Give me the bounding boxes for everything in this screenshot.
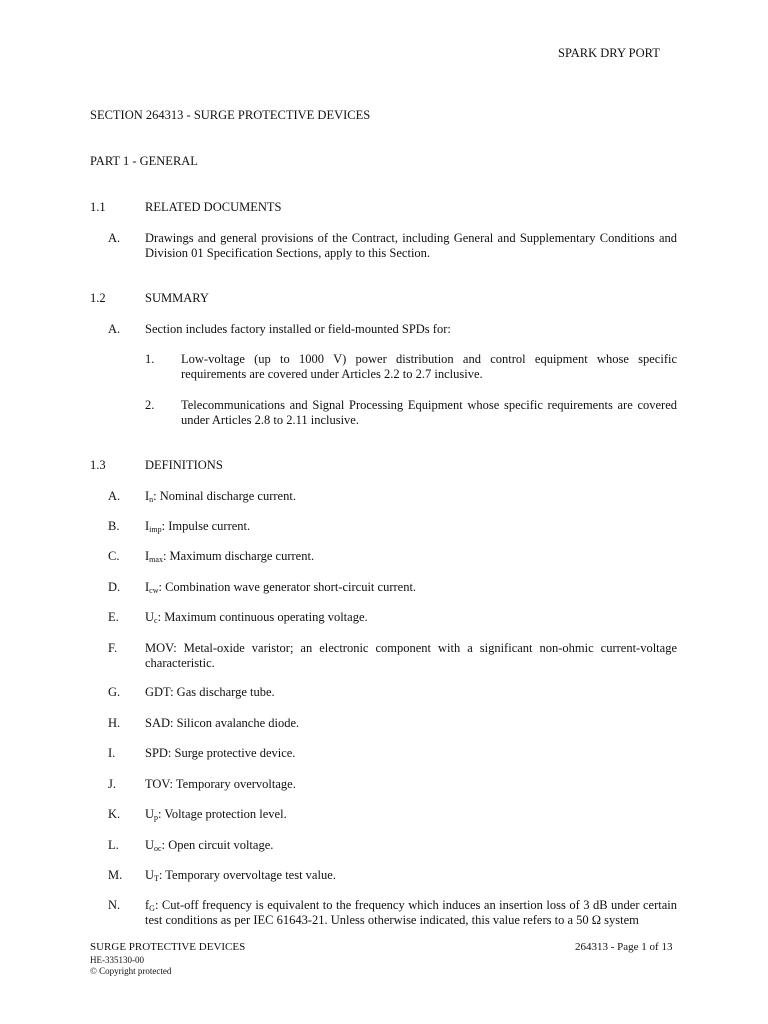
definition-text: $I_{imp}$: Impulse current. — [145, 519, 251, 534]
definition-text: SPD: Surge protective device. — [145, 746, 296, 760]
definition-text: MOV: Metal-oxide varistor; an electronic component with a significant non-ohmic current-voltage characteristic. — [145, 641, 677, 670]
definition-label: J. — [108, 777, 116, 791]
definition-label: I. — [108, 746, 116, 760]
article-title: RELATED DOCUMENTS — [145, 200, 282, 214]
article-title: DEFINITIONS — [145, 458, 223, 472]
definition-text: $I_n$: Nominal discharge current. — [145, 489, 296, 504]
definition-label: C. — [108, 549, 120, 563]
subparagraph-label: 1. — [145, 352, 155, 366]
paragraph-text: Drawings and general provisions of the Contract, including General and Supplementary Conditions and Division 01 Specification Sections, apply to this Section. — [145, 231, 677, 260]
footer-title: SURGE PROTECTIVE DEVICES — [90, 941, 246, 953]
definition-text: TOV: Temporary overvoltage. — [145, 777, 296, 791]
definition-text: $U_T$: Temporary overvoltage test value. — [145, 868, 336, 883]
footer-page-number: 264313 - Page 1 of 13 — [575, 941, 673, 953]
paragraph-text: Section includes factory installed or field-mounted SPDs for: — [145, 322, 451, 336]
definition-label: E. — [108, 610, 119, 624]
definition-label: G. — [108, 685, 121, 699]
subparagraph-text: Low-voltage (up to 1000 V) power distribution and control equipment whose specific requirements are covered under Articles 2.2 to 2.7 inclusive. — [181, 352, 677, 381]
definition-label: H. — [108, 716, 121, 730]
article-number: 1.1 — [90, 200, 106, 214]
subparagraph-label: 2. — [145, 398, 155, 412]
definition-text: $I_{cw}$: Combination wave generator short-circuit current. — [145, 580, 417, 595]
definition-text: $f_G$: Cut-off frequency is equivalent to the frequency which induces an insertion loss of 3 dB under certain test conditions as per IEC 61643-21. Unless otherwise indicated, this value refers to a 50 Ω system — [145, 898, 677, 927]
footer-doc-number: HE-335130-00 — [90, 955, 144, 965]
section-title: SECTION 264313 - SURGE PROTECTIVE DEVICES — [90, 108, 371, 122]
definition-text: $U_p$: Voltage protection level. — [145, 807, 287, 822]
definition-label: L. — [108, 838, 119, 852]
article-number: 1.2 — [90, 291, 106, 305]
article-number: 1.3 — [90, 458, 106, 472]
definition-text: $U_c$: Maximum continuous operating voltage. — [145, 610, 368, 625]
paragraph-label: A. — [108, 322, 121, 336]
subparagraph-text: Telecommunications and Signal Processing Equipment whose specific requirements are covered under Articles 2.8 to 2.11 inclusive. — [181, 398, 677, 427]
definition-label: A. — [108, 489, 121, 503]
definition-label: K. — [108, 807, 121, 821]
header-project: SPARK DRY PORT — [558, 46, 660, 60]
definition-label: D. — [108, 580, 121, 594]
part-title: PART 1 - GENERAL — [90, 154, 198, 168]
definition-text: $U_{oc}$: Open circuit voltage. — [145, 838, 274, 853]
definition-text: SAD: Silicon avalanche diode. — [145, 716, 300, 730]
article-title: SUMMARY — [145, 291, 209, 305]
definition-label: F. — [108, 641, 118, 655]
definition-label: M. — [108, 868, 123, 882]
definition-label: B. — [108, 519, 120, 533]
definition-text: $I_{max}$: Maximum discharge current. — [145, 549, 315, 564]
footer-copyright: © Copyright protected — [90, 966, 172, 976]
definition-label: N. — [108, 898, 121, 912]
paragraph-label: A. — [108, 231, 121, 245]
definition-text: GDT: Gas discharge tube. — [145, 685, 275, 699]
